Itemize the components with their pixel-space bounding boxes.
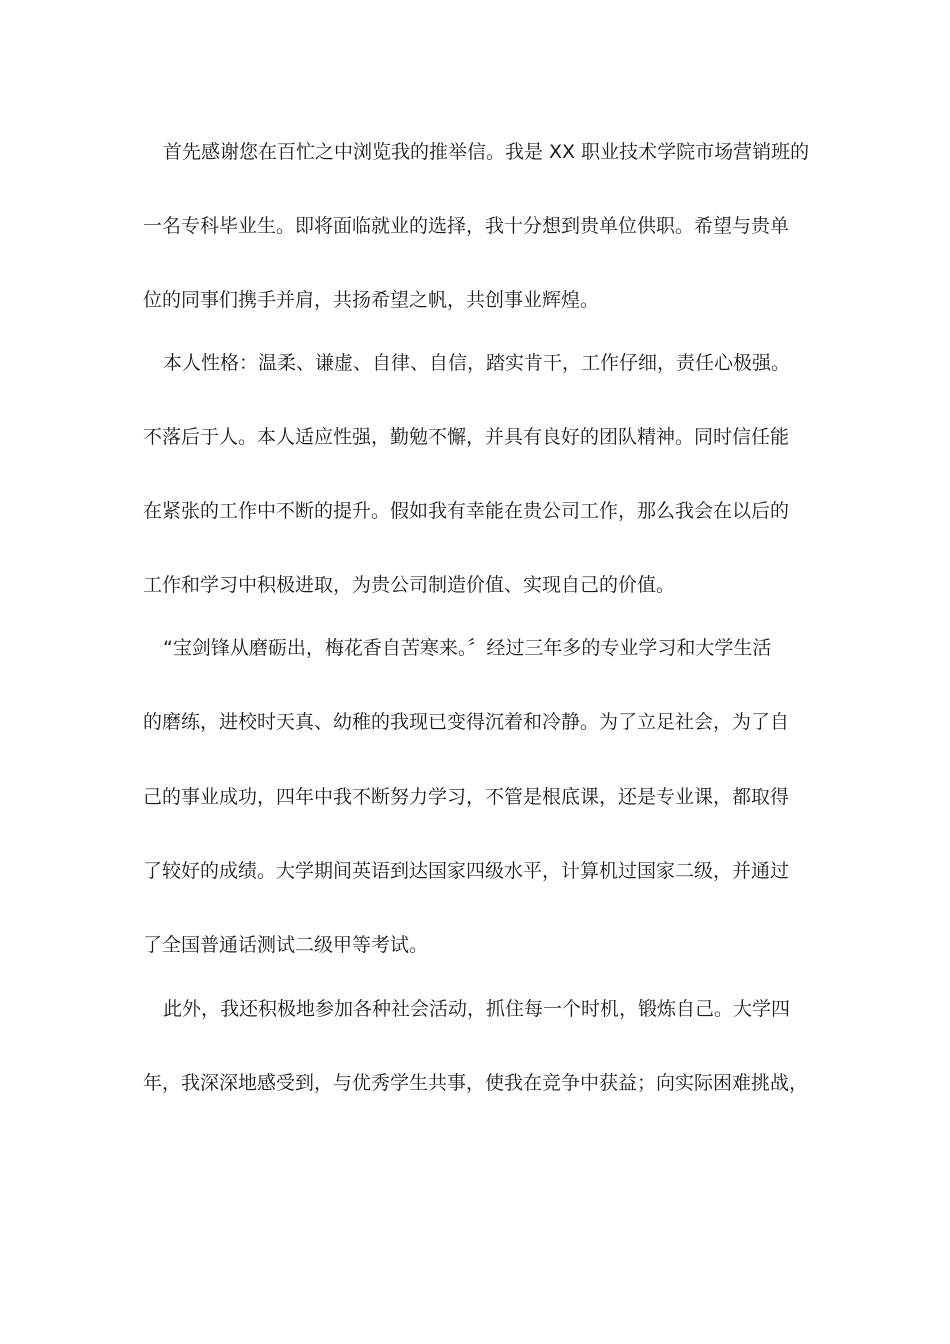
paragraph-3-line-1: “宝剑锋从磨砺出，梅花香自苦寒来。〞经过三年多的专业学习和大学生活	[163, 637, 772, 659]
paragraph-3-line-5: 了全国普通话测试二级甲等考试。	[143, 934, 429, 956]
paragraph-2-line-1: 本人性格：温柔、谦虚、自律、自信，踏实肯干，工作仔细，责任心极强。	[163, 352, 791, 374]
paragraph-1-line-2: 一名专科毕业生。即将面临就业的选择，我十分想到贵单位供职。希望与贵单	[143, 215, 790, 237]
paragraph-2-line-4: 工作和学习中积极进取，为贵公司制造价值、实现自己的价值。	[143, 574, 676, 596]
paragraph-1-line-3: 位的同事们携手并肩，共扬希望之帆，共创事业辉煌。	[143, 289, 600, 311]
paragraph-2-line-2: 不落后于人。本人适应性强，勤勉不懈，并具有良好的团队精神。同时信任能	[143, 426, 790, 448]
paragraph-3-line-2: 的磨练，进校时天真、幼稚的我现已变得沉着和冷静。为了立足社会，为了自	[143, 711, 790, 733]
paragraph-4-line-1: 此外，我还积极地参加各种社会活动，抓住每一个时机，锻炼自己。大学四	[163, 998, 791, 1020]
paragraph-2-line-3: 在紧张的工作中不断的提升。假如我有幸能在贵公司工作，那么我会在以后的	[143, 500, 790, 522]
paragraph-3-line-3: 己的事业成功，四年中我不断努力学习，不管是根底课，还是专业课，都取得	[143, 786, 790, 808]
paragraph-4-line-2: 年，我深深地感受到，与优秀学生共事，使我在竞争中获益；向实际困难挑战，	[143, 1072, 809, 1094]
paragraph-1-line-1: 首先感谢您在百忙之中浏览我的推举信。我是 XX 职业技术学院市场营销班的	[163, 141, 810, 163]
paragraph-3-line-4: 了较好的成绩。大学期间英语到达国家四级水平，计算机过国家二级，并通过	[143, 860, 790, 882]
